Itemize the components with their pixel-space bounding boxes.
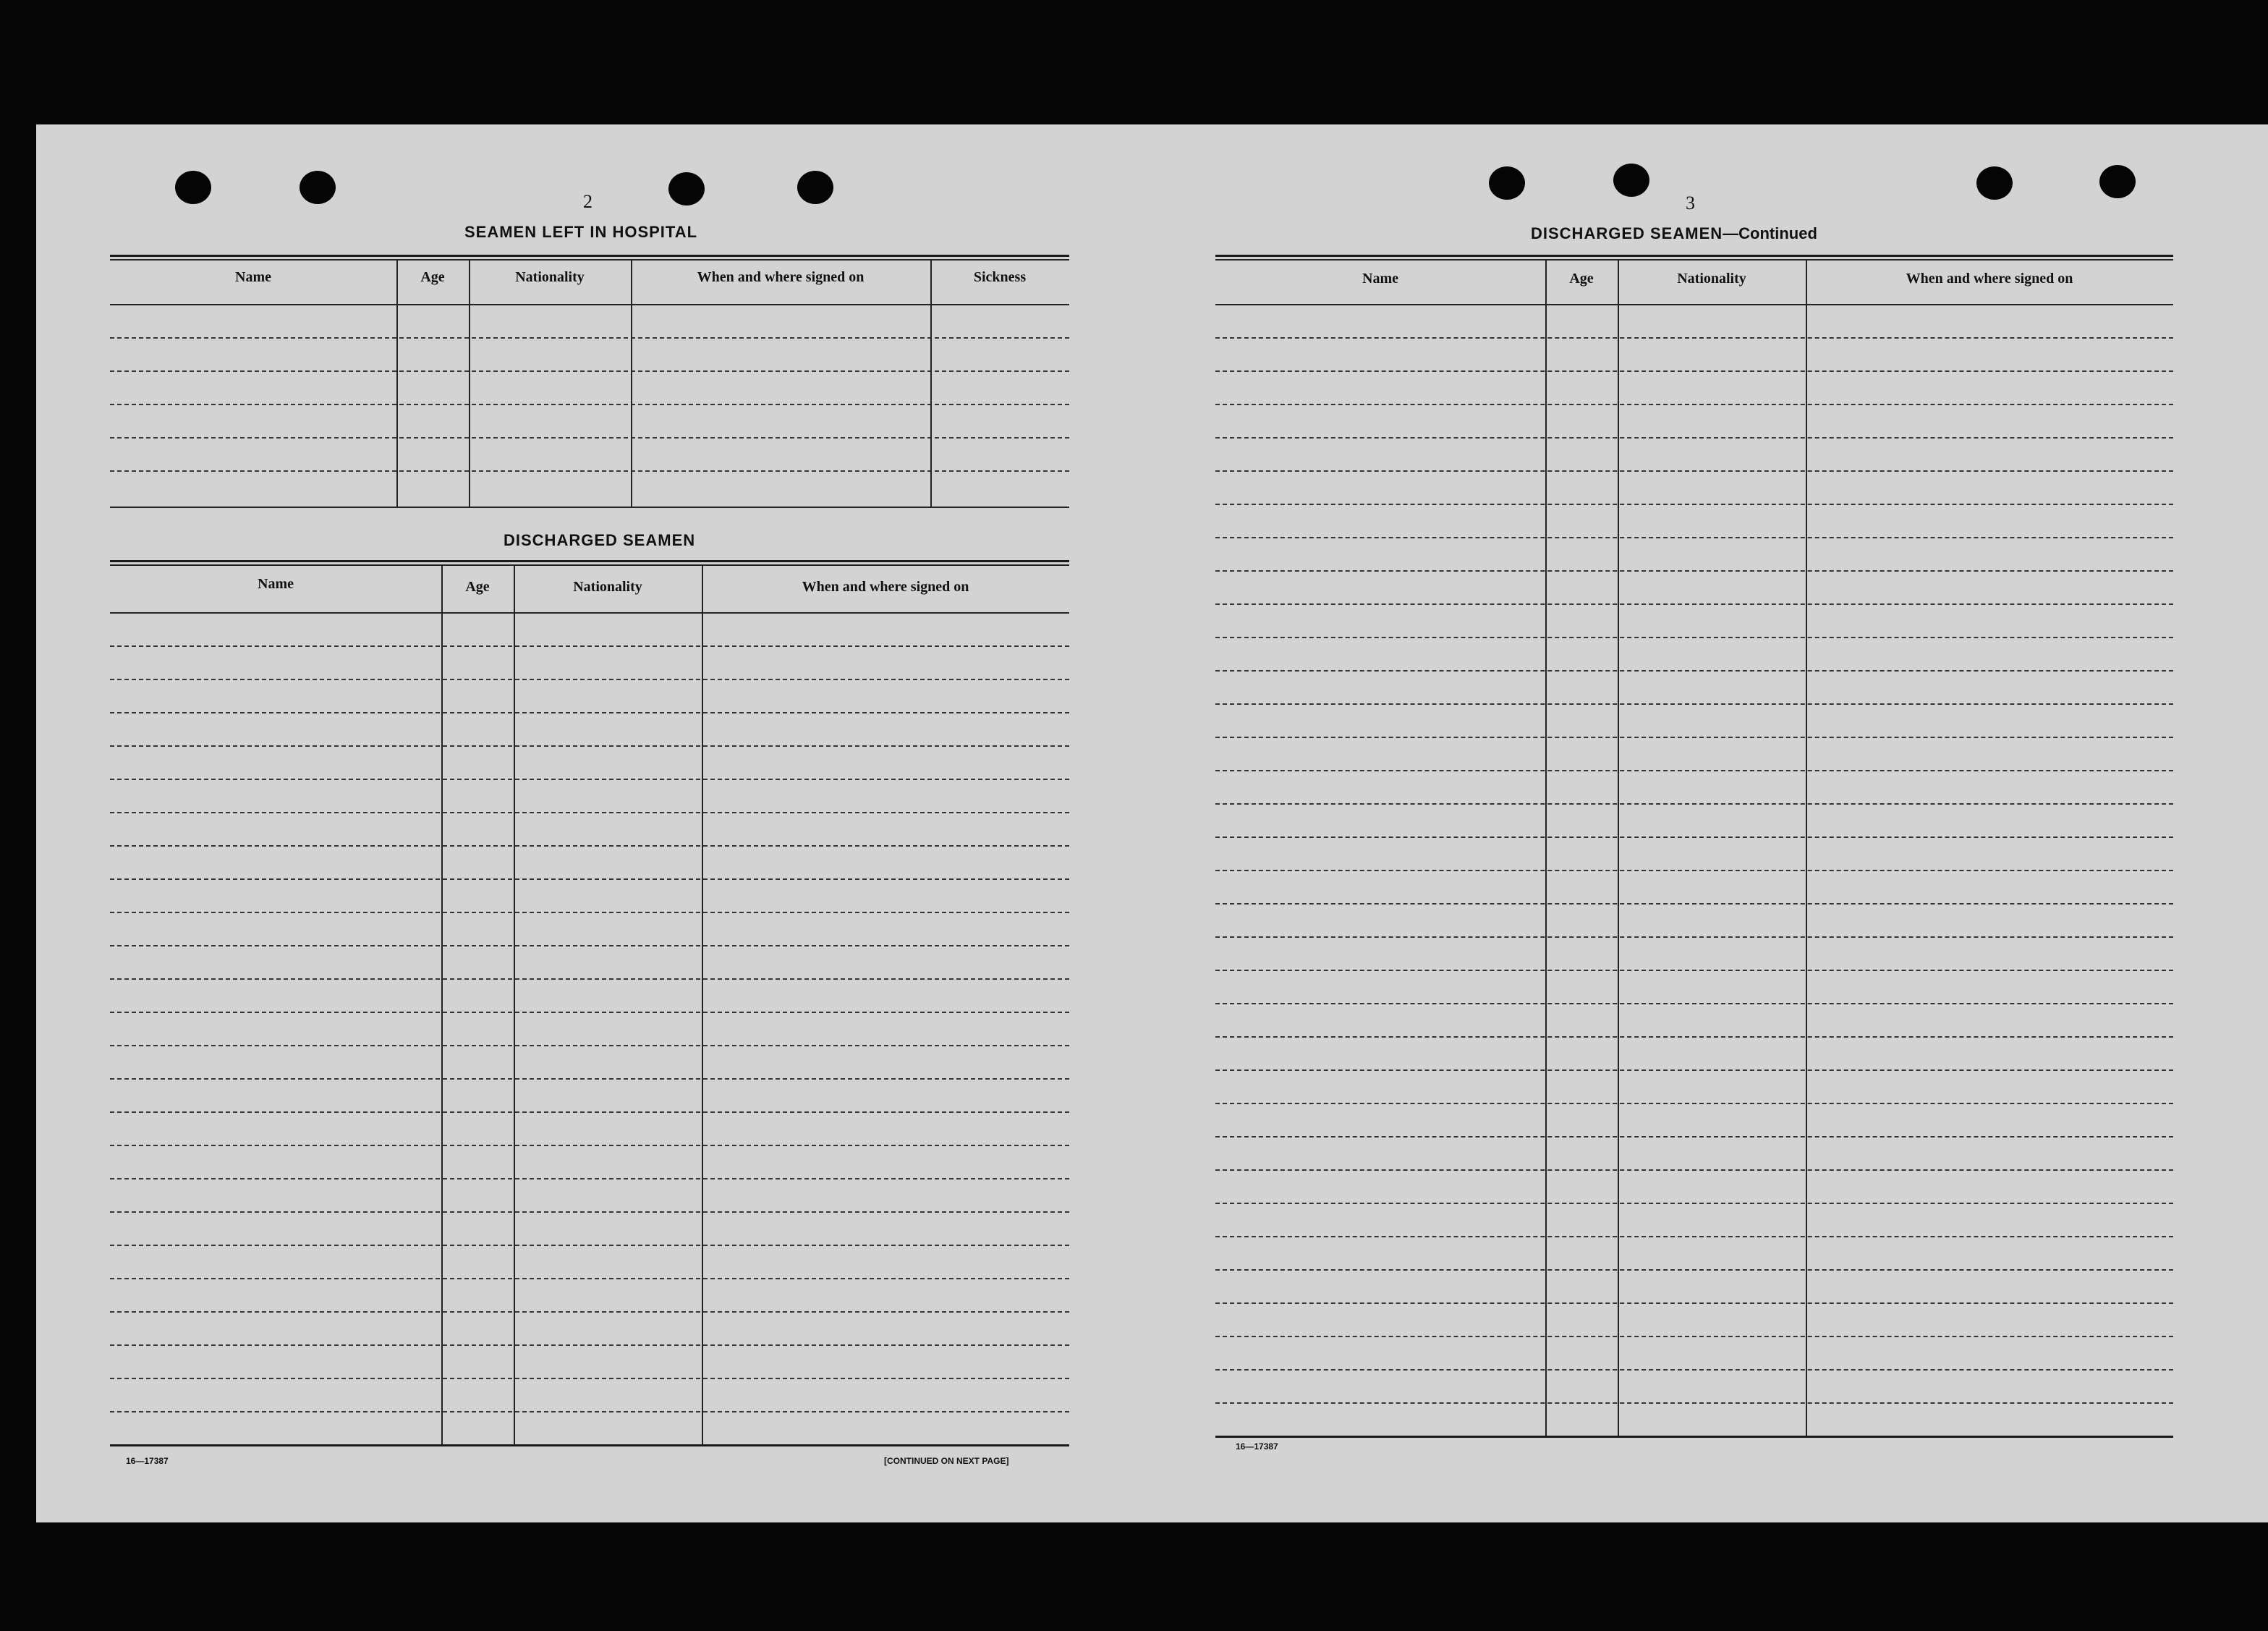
row-rule: [110, 745, 1069, 747]
column-header-nationality: Nationality: [515, 269, 585, 285]
header-rule: [110, 304, 1069, 305]
punch-hole: [1613, 164, 1649, 197]
row-rule: [1215, 1036, 2173, 1038]
table-top-rule: [110, 560, 1069, 562]
row-rule: [110, 645, 1069, 647]
row-rule: [110, 1078, 1069, 1080]
continued-note: [CONTINUED ON NEXT PAGE]: [884, 1456, 1009, 1466]
hospital-section-title: SEAMEN LEFT IN HOSPITAL: [464, 223, 698, 241]
row-rule: [110, 1012, 1069, 1013]
section-title-main: DISCHARGED SEAMEN: [1531, 224, 1723, 242]
row-rule: [1215, 836, 2173, 838]
row-rule: [110, 679, 1069, 680]
row-rule: [110, 878, 1069, 880]
punch-hole: [2099, 165, 2136, 198]
discharged-table: [110, 560, 1069, 1453]
table-bottom-rule: [1215, 1436, 2173, 1438]
column-header-signed-on: When and where signed on: [802, 579, 969, 595]
row-rule: [110, 437, 1069, 439]
column-header-signed-on: When and where signed on: [1906, 271, 2073, 287]
row-rule: [110, 779, 1069, 780]
page-number: 3: [1686, 192, 1695, 213]
header-rule: [1215, 304, 2173, 305]
punch-hole: [797, 171, 833, 204]
row-rule: [110, 1278, 1069, 1279]
row-rule: [1215, 537, 2173, 538]
row-rule: [1215, 1136, 2173, 1138]
row-rule: [1215, 470, 2173, 472]
punch-hole: [1489, 166, 1525, 200]
row-rule: [110, 1411, 1069, 1412]
row-rule: [110, 1111, 1069, 1113]
column-divider: [1545, 259, 1547, 1436]
column-header-sickness: Sickness: [973, 269, 1027, 285]
row-rule: [1215, 670, 2173, 672]
discharged-section-title: DISCHARGED SEAMEN: [504, 531, 696, 549]
hospital-table: [110, 255, 1069, 512]
row-rule: [1215, 603, 2173, 605]
row-rule: [110, 1245, 1069, 1246]
column-header-age: Age: [1569, 271, 1594, 287]
punch-hole: [300, 171, 336, 204]
row-rule: [1215, 1269, 2173, 1271]
column-divider: [469, 259, 470, 507]
column-header-age: Age: [420, 269, 445, 285]
column-header-nationality: Nationality: [573, 579, 642, 595]
column-divider: [702, 564, 703, 1444]
form-number: 16—17387: [126, 1456, 169, 1466]
header-rule: [110, 612, 1069, 614]
column-divider: [441, 564, 443, 1444]
column-divider: [1618, 259, 1619, 1436]
page-number: 2: [583, 191, 593, 212]
row-rule: [110, 845, 1069, 847]
row-rule: [110, 1178, 1069, 1179]
row-rule: [1215, 1369, 2173, 1371]
column-divider: [1806, 259, 1807, 1436]
row-rule: [1215, 1069, 2173, 1071]
column-divider: [396, 259, 398, 507]
table-top-rule: [1215, 255, 2173, 257]
row-rule: [1215, 437, 2173, 439]
row-rule: [1215, 703, 2173, 705]
row-rule: [110, 370, 1069, 372]
row-rule: [110, 1311, 1069, 1313]
row-rule: [110, 978, 1069, 980]
section-title-suffix: —Continued: [1723, 224, 1817, 242]
row-rule: [1215, 504, 2173, 505]
row-rule: [110, 712, 1069, 713]
row-rule: [1215, 770, 2173, 771]
punch-hole: [175, 171, 211, 204]
row-rule: [1215, 870, 2173, 871]
row-rule: [1215, 903, 2173, 905]
table-bottom-rule: [110, 507, 1069, 508]
row-rule: [1215, 404, 2173, 405]
table-top-rule: [1215, 259, 2173, 260]
row-rule: [1215, 970, 2173, 971]
row-rule: [110, 404, 1069, 405]
column-header-name: Name: [235, 269, 271, 285]
row-rule: [110, 470, 1069, 472]
column-divider: [930, 259, 932, 507]
row-rule: [1215, 570, 2173, 572]
row-rule: [1215, 370, 2173, 372]
row-rule: [1215, 1236, 2173, 1237]
table-top-rule: [110, 564, 1069, 566]
row-rule: [110, 812, 1069, 813]
row-rule: [110, 1211, 1069, 1213]
row-rule: [1215, 1169, 2173, 1171]
column-header-signed-on: When and where signed on: [697, 269, 865, 285]
row-rule: [1215, 1103, 2173, 1104]
row-rule: [110, 1145, 1069, 1146]
column-header-name: Name: [1362, 271, 1398, 287]
row-rule: [110, 1045, 1069, 1046]
row-rule: [1215, 1302, 2173, 1304]
row-rule: [110, 1378, 1069, 1379]
row-rule: [1215, 1402, 2173, 1404]
column-divider: [514, 564, 515, 1444]
row-rule: [110, 1344, 1069, 1346]
row-rule: [1215, 1336, 2173, 1337]
punch-hole: [1976, 166, 2013, 200]
table-top-rule: [110, 255, 1069, 257]
row-rule: [110, 945, 1069, 946]
row-rule: [1215, 936, 2173, 938]
row-rule: [110, 337, 1069, 339]
column-header-age: Age: [465, 579, 490, 595]
row-rule: [1215, 1203, 2173, 1204]
table-bottom-rule: [110, 1444, 1069, 1446]
row-rule: [1215, 1003, 2173, 1004]
row-rule: [1215, 737, 2173, 738]
column-divider: [631, 259, 632, 507]
discharged-continued-title: [1531, 224, 1817, 243]
row-rule: [1215, 637, 2173, 638]
row-rule: [1215, 803, 2173, 805]
column-header-name: Name: [258, 576, 294, 592]
column-header-nationality: Nationality: [1677, 271, 1746, 287]
row-rule: [110, 912, 1069, 913]
form-number: 16—17387: [1236, 1441, 1278, 1452]
discharged-continued-table: [1215, 255, 2173, 1443]
row-rule: [1215, 337, 2173, 339]
punch-hole: [668, 172, 705, 206]
table-top-rule: [110, 259, 1069, 260]
